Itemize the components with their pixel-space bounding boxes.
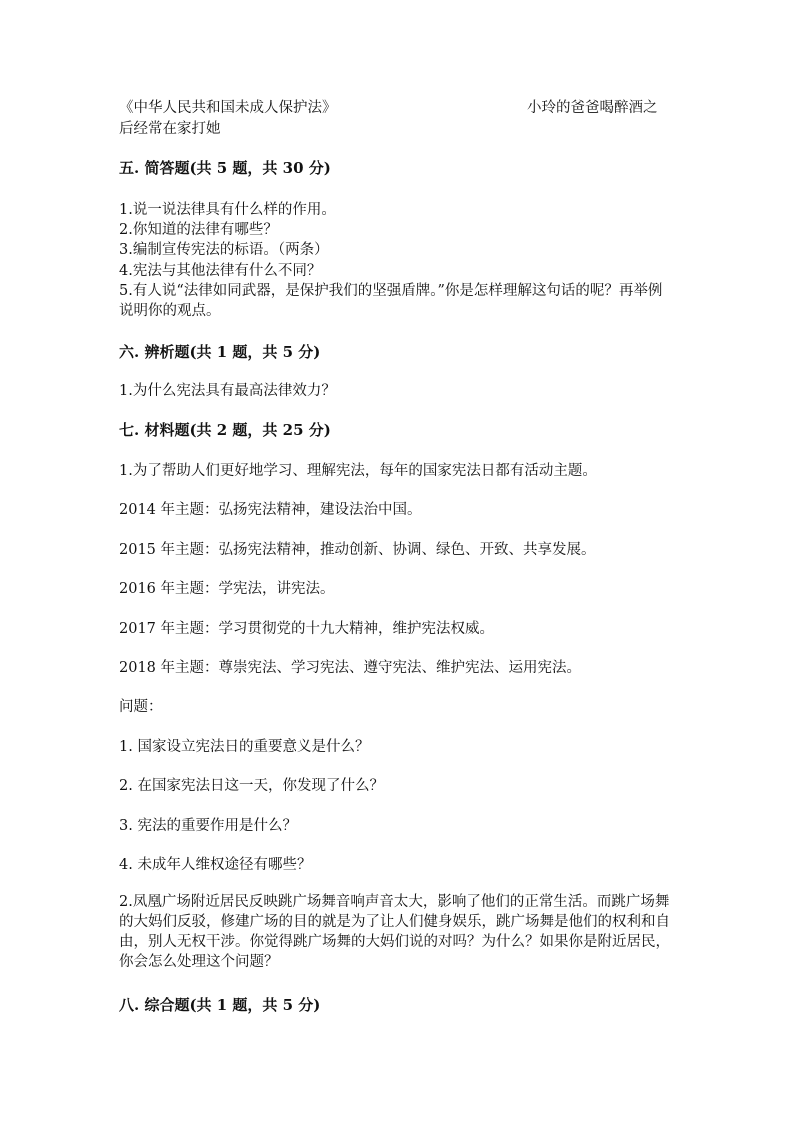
question-2: 2. 在国家宪法日这一天，你发现了什么？ bbox=[119, 778, 384, 794]
section5-heading: 五. 简答题(共 5 题，共 30 分) bbox=[119, 159, 331, 177]
theme-2016: 2016 年主题：学宪法，讲宪法。 bbox=[119, 581, 335, 597]
section5-item-2: 2.你知道的法律有哪些？ bbox=[119, 222, 278, 238]
theme-2014: 2014 年主题：弘扬宪法精神，建设法治中国。 bbox=[119, 502, 422, 518]
question-1: 1. 国家设立宪法日的重要意义是什么？ bbox=[119, 739, 370, 755]
matching-right-item-line1: 小玲的爸爸喝醉酒之 bbox=[527, 100, 658, 116]
section6-heading: 六. 辨析题(共 1 题，共 5 分) bbox=[119, 343, 321, 361]
theme-2015: 2015 年主题：弘扬宪法精神，推动创新、协调、绿色、开致、共享发展。 bbox=[119, 542, 596, 558]
section8-heading: 八. 综合题(共 1 题，共 5 分) bbox=[119, 996, 321, 1014]
matching-right-item-line2: 后经常在家打她 bbox=[119, 121, 221, 137]
section5-item-1: 1.说一说法律具有什么样的作用。 bbox=[119, 202, 336, 218]
section7-heading: 七. 材料题(共 2 题，共 25 分) bbox=[119, 421, 331, 439]
section5-item-3: 3.编制宣传宪法的标语。（两条） bbox=[119, 242, 329, 258]
section6-item-1: 1.为什么宪法具有最高法律效力？ bbox=[119, 383, 336, 399]
section5-item-5: 5.有人说“法律如同武器，是保护我们的坚强盾牌。”你是怎样理解这句话的呢？再举例说明你的观点。 bbox=[119, 283, 663, 319]
section5-item-4: 4.宪法与其他法律有什么不同？ bbox=[119, 263, 322, 279]
matching-left-item: 《中华人民共和国未成人保护法》 bbox=[119, 100, 337, 116]
section7-q2: 2.凤凰广场附近居民反映跳广场舞音响声音太大，影响了他们的正常生活。而跳广场舞的大妈们反驳，修建广场的目的就是为了让人们健身娱乐，跳广场舞是他们的权利和自由，别人无权干涉。你觉得跳广场舞的大妈们说的对吗？为什么？如果你是附近居民，你会怎么处理这个问题？ bbox=[119, 894, 670, 970]
theme-2018: 2018 年主题：尊崇宪法、学习宪法、遵守宪法、维护宪法、运用宪法。 bbox=[119, 660, 582, 676]
questions-label: 问题： bbox=[119, 699, 163, 715]
question-4: 4. 未成年人维权途径有哪些？ bbox=[119, 857, 312, 873]
section7-q1-intro: 1.为了帮助人们更好地学习、理解宪法，每年的国家宪法日都有活动主题。 bbox=[119, 463, 597, 479]
theme-2017: 2017 年主题：学习贯彻党的十九大精神，维护宪法权威。 bbox=[119, 621, 495, 637]
question-3: 3. 宪法的重要作用是什么？ bbox=[119, 818, 297, 834]
